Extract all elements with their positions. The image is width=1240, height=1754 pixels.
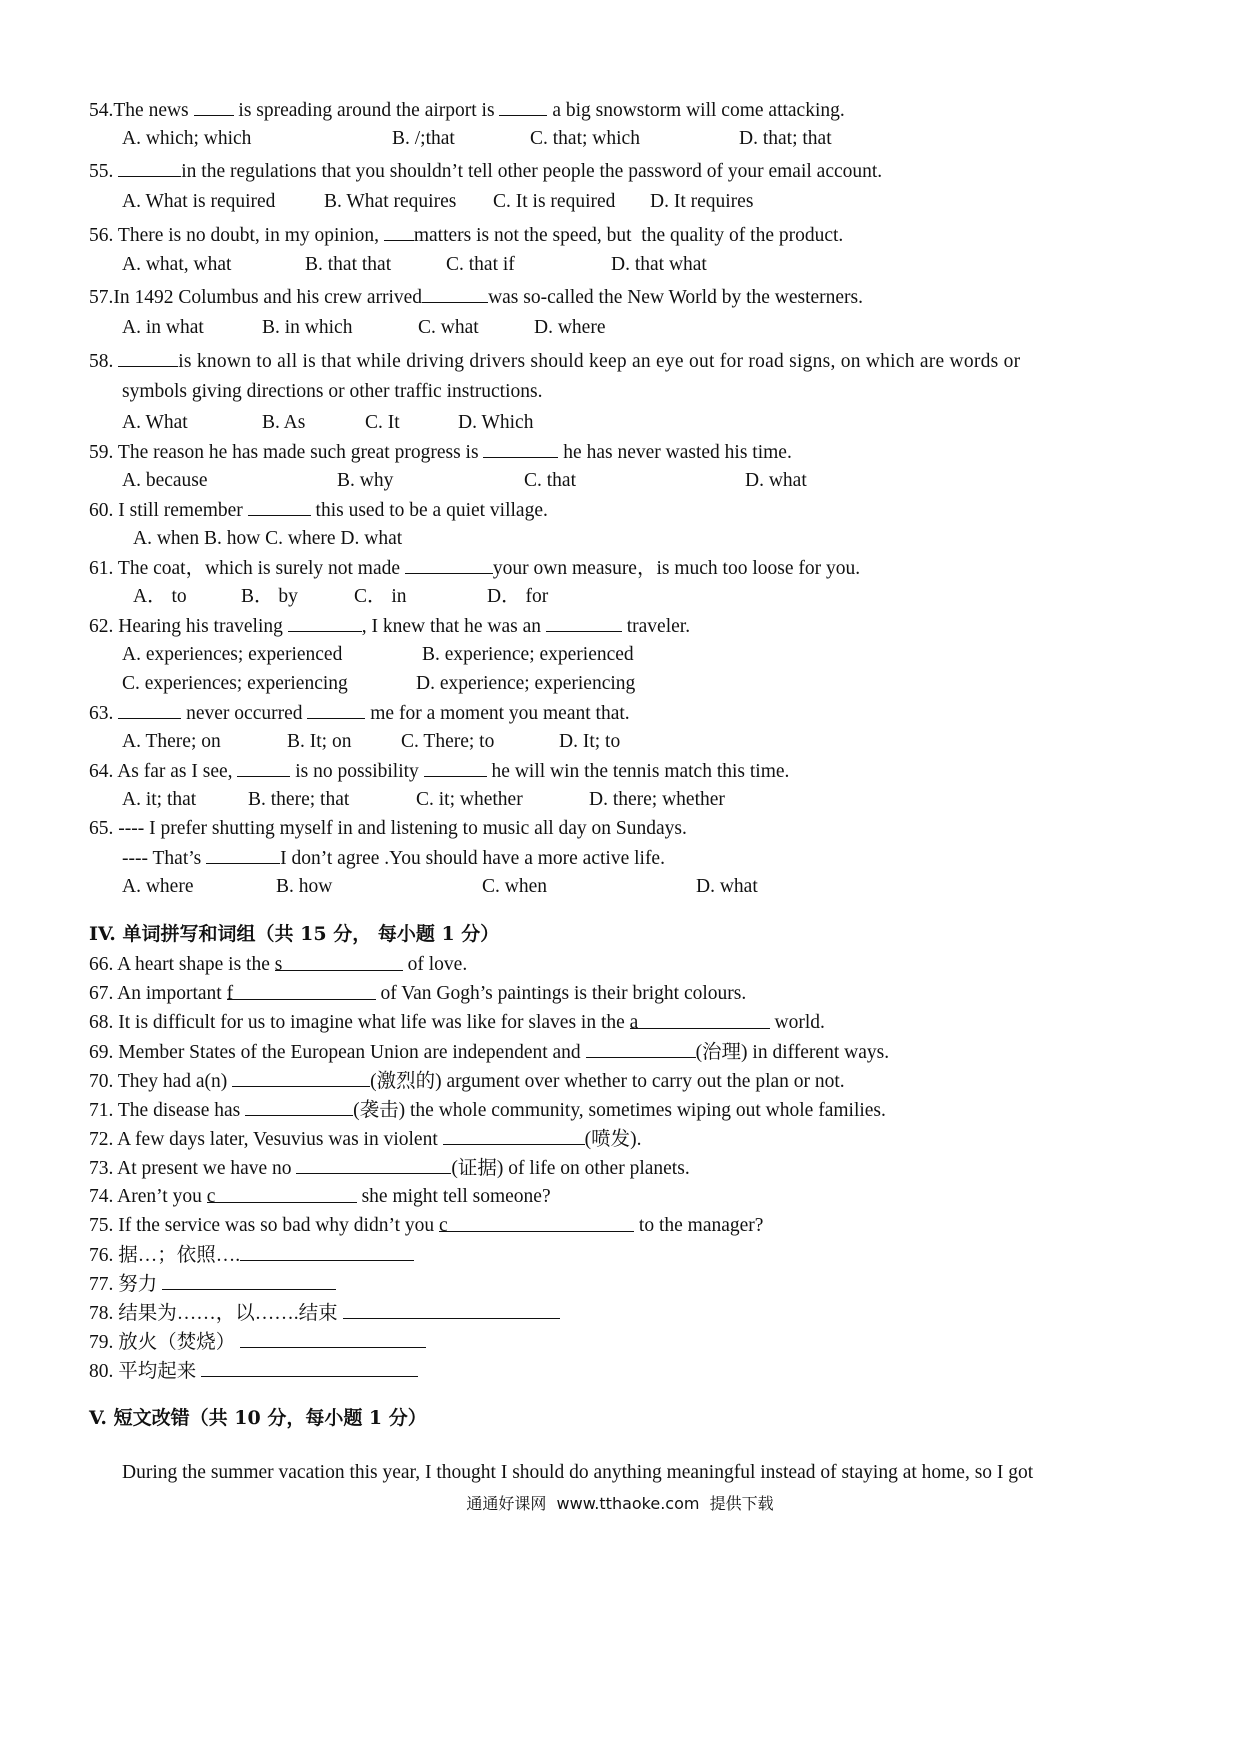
question-58 xyxy=(89,349,1149,374)
question-number: 62. xyxy=(89,616,119,637)
option-a: A. There; on xyxy=(122,731,221,752)
question-text: 73. At present we have no xyxy=(89,1158,297,1179)
question-text: There is no doubt, in my opinion, xyxy=(117,225,384,246)
blank xyxy=(237,759,290,777)
question-text: (治理) in different ways. xyxy=(695,1042,890,1063)
question-55 xyxy=(89,159,882,184)
blank xyxy=(232,1069,370,1087)
question-text: (证据) of life on other planets. xyxy=(451,1158,690,1179)
option-b: B. experience; experienced xyxy=(422,644,634,665)
option-d: D. what xyxy=(745,470,807,491)
blank xyxy=(405,556,493,574)
question-number: 58. xyxy=(89,351,119,372)
question-text: 69. Member States of the European Union are independent and xyxy=(89,1042,586,1063)
blank xyxy=(439,1214,634,1236)
blank xyxy=(194,98,234,116)
option-a: A. it; that xyxy=(122,789,197,810)
option-d: D. It; to xyxy=(559,731,621,752)
blank xyxy=(483,440,558,458)
question-text: (袭击) the whole community, sometimes wiping out whole families. xyxy=(353,1100,886,1121)
question-72 xyxy=(89,1127,641,1152)
option-c: C． in xyxy=(354,586,407,607)
blank xyxy=(288,614,362,632)
question-text: The reason he has made such great progress is xyxy=(117,442,484,463)
question-text: to the manager? xyxy=(634,1215,764,1236)
blank xyxy=(296,1156,451,1174)
question-text: in the regulations that you shouldn’t tell other people the password of your email account. xyxy=(181,161,883,182)
option-c: C. that; which xyxy=(530,128,640,149)
question-text: of love. xyxy=(402,954,468,975)
option-a: A. What xyxy=(122,412,188,433)
option-a: A. because xyxy=(122,470,208,491)
question-69 xyxy=(89,1040,889,1065)
question-73 xyxy=(89,1156,690,1181)
question-text: she might tell someone? xyxy=(356,1186,551,1207)
question-text: ---- I prefer shutting myself in and listening to music all day on Sundays. xyxy=(118,818,687,839)
option-b: B． by xyxy=(241,586,298,607)
option-d: D. that what xyxy=(611,254,707,275)
question-text: I don’t agree .You should have a more active life. xyxy=(280,848,665,869)
question-66 xyxy=(89,953,467,977)
option-a: A. which; which xyxy=(122,128,252,149)
question-text: is no possibility xyxy=(290,761,424,782)
question-text: matters is not the speed, but the quality of the product. xyxy=(413,225,844,246)
question-text: Hearing his traveling xyxy=(118,616,288,637)
option-a: A. experiences; experienced xyxy=(122,644,343,665)
blank xyxy=(274,953,403,975)
passage-first-line: During the summer vacation this year, I thought I should do anything meaningful instead of staying at home, so I got xyxy=(122,1462,1034,1483)
question-64 xyxy=(89,759,789,784)
question-text: he will win the tennis match this time. xyxy=(486,761,790,782)
question-text: ---- That’s xyxy=(122,848,207,869)
option-a: A. what, what xyxy=(122,254,232,275)
blank xyxy=(226,982,376,1004)
blank xyxy=(586,1040,696,1058)
option-b: B. that that xyxy=(305,254,392,275)
blank xyxy=(206,1185,357,1207)
option-b: B. It; on xyxy=(287,731,352,752)
option-d: D. where xyxy=(534,317,606,338)
question-text: 66. A heart shape is the xyxy=(89,954,275,975)
blank xyxy=(201,1359,418,1377)
question-68 xyxy=(89,1011,825,1035)
question-number: 55. xyxy=(89,161,119,182)
question-59 xyxy=(89,440,792,465)
question-text: is known to all is that while driving drivers should keep an eye out for road signs, on which are words or xyxy=(178,351,1021,372)
question-text: he has never wasted his time. xyxy=(558,442,792,463)
question-text: The news xyxy=(113,100,194,121)
question-text: 67. An important xyxy=(89,983,227,1004)
hint-letter: f xyxy=(226,983,234,1004)
option-c: C. that xyxy=(524,470,576,491)
question-text: world. xyxy=(769,1012,825,1033)
option-a: A. where xyxy=(122,876,194,897)
question-text: (激烈的) argument over whether to carry out the plan or not. xyxy=(370,1071,845,1092)
question-58-continued: symbols giving directions or other traffic instructions. xyxy=(122,381,543,402)
blank xyxy=(206,846,280,864)
hint-letter: c xyxy=(206,1186,216,1207)
blank xyxy=(118,701,181,719)
blank xyxy=(307,701,365,719)
question-text: 79. 放火（焚烧） xyxy=(89,1332,241,1353)
question-text: this used to be a quiet village. xyxy=(310,500,548,521)
option-a: A. in what xyxy=(122,317,204,338)
question-text: a big snowstorm will come attacking. xyxy=(547,100,845,121)
question-number: 61. xyxy=(89,558,118,579)
question-text: 76. 据…；依照…. xyxy=(89,1245,241,1266)
question-text: In 1492 Columbus and his crew arrived xyxy=(113,287,423,308)
option-b: B. What requires xyxy=(324,191,457,212)
hint-letter: s xyxy=(274,954,283,975)
option-b: B. As xyxy=(262,412,306,433)
option-d: D. Which xyxy=(458,412,534,433)
blank xyxy=(248,498,311,516)
option-c: C. It is required xyxy=(493,191,616,212)
blank xyxy=(118,159,181,177)
question-74 xyxy=(89,1185,551,1209)
question-number: 64. xyxy=(89,761,118,782)
question-text: The coat，which is surely not made xyxy=(117,558,405,579)
blank xyxy=(118,349,178,367)
blank xyxy=(629,1011,770,1033)
option-d: D. It requires xyxy=(650,191,754,212)
question-text: 75. If the service was so bad why didn’t you xyxy=(89,1215,440,1236)
option-c: C. that if xyxy=(446,254,515,275)
option-b: B. /;that xyxy=(392,128,455,149)
blank xyxy=(162,1272,336,1290)
question-60 xyxy=(89,498,548,523)
question-text: never occurred xyxy=(181,703,308,724)
question-text: 74. Aren’t you xyxy=(89,1186,207,1207)
blank xyxy=(245,1098,353,1116)
option-d: D． for xyxy=(487,586,549,607)
blank xyxy=(443,1127,585,1145)
question-56 xyxy=(89,223,843,248)
question-number: 65. xyxy=(89,818,119,839)
question-text: was so-called the New World by the westerners. xyxy=(488,287,864,308)
question-text: , I knew that he was an xyxy=(361,616,546,637)
question-54 xyxy=(89,98,845,123)
hint-letter: c xyxy=(439,1215,448,1236)
question-76 xyxy=(89,1243,414,1268)
blank xyxy=(546,614,622,632)
question-text: I still remember xyxy=(118,500,248,521)
question-80 xyxy=(89,1359,418,1384)
question-65 xyxy=(89,817,687,841)
question-text: of Van Gogh’s paintings is their bright colours. xyxy=(375,983,747,1004)
question-71 xyxy=(89,1098,886,1123)
option-b: B. there; that xyxy=(248,789,350,810)
question-text: 80. 平均起来 xyxy=(89,1361,202,1382)
question-text: your own measure，is much too loose for you. xyxy=(492,558,861,579)
question-text: traveler. xyxy=(621,616,691,637)
blank xyxy=(343,1301,560,1319)
question-number: 54. xyxy=(89,100,114,121)
question-67 xyxy=(89,982,746,1006)
question-63 xyxy=(89,701,630,726)
question-57 xyxy=(89,285,863,310)
option-b: B. why xyxy=(337,470,394,491)
question-70 xyxy=(89,1069,845,1094)
option-a: A． to xyxy=(133,586,187,607)
option-d: D. what xyxy=(696,876,758,897)
question-65-reply xyxy=(122,846,665,871)
blank xyxy=(424,759,487,777)
question-text: 68. It is difficult for us to imagine what life was like for slaves in the xyxy=(89,1012,630,1033)
question-text: 71. The disease has xyxy=(89,1100,246,1121)
option-c: C. experiences; experiencing xyxy=(122,673,348,694)
option-c: C. it; whether xyxy=(416,789,523,810)
option-d: D. that; that xyxy=(739,128,832,149)
question-text: me for a moment you meant that. xyxy=(365,703,630,724)
question-75 xyxy=(89,1214,763,1238)
question-number: 63. xyxy=(89,703,119,724)
blank xyxy=(499,98,547,116)
blank xyxy=(240,1243,414,1261)
question-text: 70. They had a(n) xyxy=(89,1071,233,1092)
option-c: C. There; to xyxy=(401,731,495,752)
option-c: C. It xyxy=(365,412,400,433)
options: A. when B. how C. where D. what xyxy=(133,528,403,549)
blank xyxy=(384,223,414,241)
question-text: (喷发). xyxy=(584,1129,642,1150)
question-text: 72. A few days later, Vesuvius was in violent xyxy=(89,1129,443,1150)
footer-source: 通通好课网 www.tthaoke.com 提供下载 xyxy=(466,1494,774,1513)
question-number: 56. xyxy=(89,225,118,246)
option-c: C. what xyxy=(418,317,479,338)
section-iv-heading: IV. 单词拼写和词组（共 15 分， 每小题 1 分） xyxy=(89,923,500,945)
question-text: 77. 努力 xyxy=(89,1274,163,1295)
question-text: 78. 结果为……，以…….结束 xyxy=(89,1303,343,1324)
question-text: is spreading around the airport is xyxy=(233,100,500,121)
option-d: D. there; whether xyxy=(589,789,725,810)
question-number: 59. xyxy=(89,442,118,463)
hint-letter: a xyxy=(629,1012,639,1033)
question-number: 60. xyxy=(89,500,119,521)
blank xyxy=(422,285,488,303)
section-v-heading: V. 短文改错（共 10 分，每小题 1 分） xyxy=(89,1407,427,1429)
question-text: As far as I see, xyxy=(117,761,238,782)
question-number: 57. xyxy=(89,287,114,308)
option-b: B. in which xyxy=(262,317,353,338)
question-77 xyxy=(89,1272,336,1297)
question-79 xyxy=(89,1330,426,1355)
option-a: A. What is required xyxy=(122,191,276,212)
question-78 xyxy=(89,1301,560,1326)
question-62 xyxy=(89,614,690,639)
option-c: C. when xyxy=(482,876,547,897)
option-b: B. how xyxy=(276,876,333,897)
option-d: D. experience; experiencing xyxy=(416,673,636,694)
question-61 xyxy=(89,556,860,581)
blank xyxy=(240,1330,426,1348)
